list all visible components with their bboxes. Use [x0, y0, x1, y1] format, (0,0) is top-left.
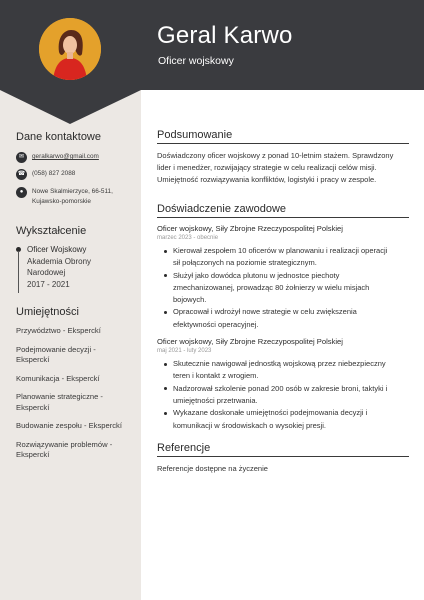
skill-line: Przywództwo - Eksperckí [16, 326, 101, 335]
bullet-line: Opracował i wdrożył nowe strategie w celu zwiększenia [173, 307, 357, 317]
skill-line: Planowanie strategiczne - [16, 392, 103, 401]
timeline-line [18, 251, 19, 293]
contact-address-row [16, 187, 134, 207]
job-bullet [173, 245, 409, 270]
job-bullets [157, 358, 409, 432]
skill-line: Komunikacja - Eksperckí [16, 373, 100, 383]
job-title: Oficer wojskowy, Siły Zbrojne Rzeczypospolitej Polskiej [157, 337, 343, 347]
bullet-line: teren i kontakt z wrogiem. [173, 371, 259, 381]
bullet-line: sił połączonych na poziomie strategicznym. [173, 258, 317, 268]
skill-line: Eksperckí [16, 355, 50, 364]
job-title: Oficer wojskowy, Siły Zbrojne Rzeczypospolitej Polskiej [157, 224, 343, 233]
bullet-line: Nadzorował szkolenie ponad 200 osób w zakresie broni, taktyki i [173, 383, 388, 393]
bullet-line: efektywności operacyjnej. [173, 319, 259, 329]
references-text: Referencje dostępne na życzenie [157, 464, 268, 473]
bullet-line: zmechanizowanej, prowadząc 80 żołnierzy w wielu misjach [173, 282, 370, 292]
skill-line: Eksperckí [16, 450, 50, 459]
contact-email-row [16, 152, 134, 163]
job-bullet [173, 270, 409, 307]
skill-item [16, 345, 134, 366]
address [32, 187, 113, 207]
education-section [16, 225, 134, 290]
summary-title: Podsumowanie [157, 129, 409, 144]
phone-number: (058) 827 2088 [32, 170, 76, 177]
location-icon: ● [16, 187, 27, 198]
bullet-line: bojowych. [173, 295, 207, 305]
candidate-role: Oficer wojskowy [158, 55, 234, 67]
education-title: Wykształcenie [16, 225, 87, 237]
address-line-1: Nowe Skalmierzyce, 66-511, [32, 188, 113, 195]
education-school-line-2: Narodowej [27, 268, 66, 277]
job-date: marzec 2023 - obecnie [157, 235, 219, 241]
job-entry [157, 337, 409, 432]
email-icon: ✉ [16, 152, 27, 163]
references-section [157, 442, 409, 475]
contact-phone-row [16, 169, 134, 180]
skill-line: Podejmowanie decyzji - [16, 344, 96, 354]
skill-item [16, 326, 134, 337]
summary-line: Umiejętność rozwiązywania konfliktów, logistyki i pracy w zespole. [157, 175, 377, 184]
education-entry [16, 244, 134, 290]
candidate-name: Geral Karwo [157, 22, 293, 49]
skills-section [16, 306, 134, 461]
contact-title: Dane kontaktowe [16, 131, 101, 143]
bullet-line: Służył jako dowódca plutonu w jednostce piechoty [173, 270, 340, 280]
skill-item [16, 421, 134, 432]
skill-item [16, 440, 134, 461]
job-bullet [173, 407, 409, 432]
summary-line: lider i menedżer, rozwijający strategie w celu realizacji celów misji. [157, 163, 377, 172]
bullet-line: umiejętności przetrwania. [173, 395, 258, 405]
bullet-line: Wykazane doskonałe umiejętności podejmowania decyzji i [173, 408, 368, 418]
skill-line: Rozwiązywanie problemów - [16, 439, 113, 449]
job-bullets [157, 245, 409, 331]
job-bullet [173, 306, 409, 331]
bullet-line: Kierował zespołem 10 oficerów w planowaniu i realizacji operacji [173, 246, 388, 255]
job-date: maj 2021 - luty 2023 [157, 348, 212, 355]
phone-icon: ☎ [16, 169, 27, 180]
references-title: Referencje [157, 442, 409, 457]
bullet-line: komunikacji w środowiskach o wysokiej presji. [173, 420, 326, 430]
education-school-line-1: Akademia Obrony [27, 256, 92, 266]
skill-line: Budowanie zespołu - Eksperckí [16, 421, 122, 430]
skill-item [16, 392, 134, 413]
education-degree: Oficer Wojskowy [27, 245, 87, 254]
profile-photo [39, 18, 101, 80]
summary-section [157, 129, 409, 186]
experience-section [157, 203, 409, 432]
contact-section [16, 131, 134, 207]
experience-title: Doświadczenie zawodowe [157, 203, 409, 218]
job-bullet [173, 358, 409, 383]
education-years: 2017 - 2021 [27, 279, 70, 289]
summary-line: Doświadczony oficer wojskowy z ponad 10-letnim stażem. Sprawdzony [157, 151, 394, 160]
skills-title: Umiejętności [16, 306, 79, 318]
skill-line: Eksperckí [16, 402, 50, 412]
email-link[interactable]: geralkarwo@gmail.com [32, 153, 99, 160]
bullet-line: Skutecznie nawigował jednostką wojskową przez niebezpieczny [173, 359, 386, 369]
skill-item [16, 374, 134, 385]
job-entry [157, 224, 409, 331]
job-bullet [173, 383, 409, 408]
summary-text [157, 150, 409, 186]
address-line-2: Kujawsko-pomorskie [32, 198, 91, 205]
